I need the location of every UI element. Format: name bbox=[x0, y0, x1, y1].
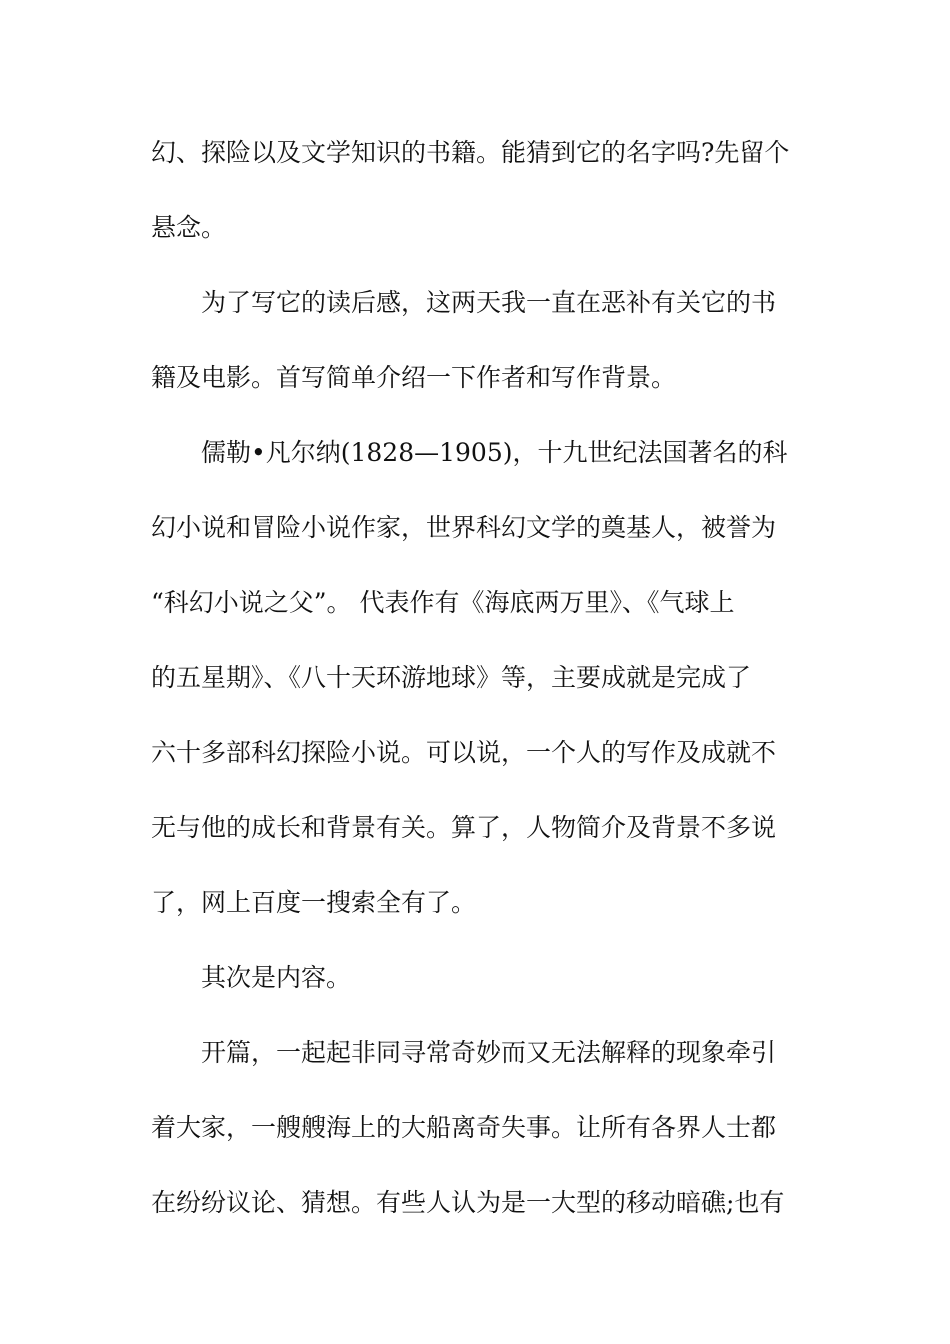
text-line: 幻小说和冒险小说作家，世界科幻文学的奠基人，被誉为 bbox=[151, 513, 777, 542]
text-line: 幻、探险以及文学知识的书籍。能猜到它的名字吗?先留个 bbox=[151, 138, 790, 167]
text-line: “科幻小说之父”。 代表作有《海底两万里》、《气球上 bbox=[151, 588, 735, 617]
text-line: 的五星期》、《八十天环游地球》等，主要成就是完成了 bbox=[151, 663, 752, 692]
paragraph-start-line: 儒勒•凡尔纳(1828—1905)，十九世纪法国著名的科 bbox=[201, 438, 788, 467]
paragraph-start-line: 开篇，一起起非同寻常奇妙而又无法解释的现象牵引 bbox=[201, 1038, 777, 1067]
text-line: 无与他的成长和背景有关。算了，人物简介及背景不多说 bbox=[151, 813, 777, 842]
text-line: 悬念。 bbox=[151, 213, 227, 242]
text-line: 籍及电影。首写简单介绍一下作者和写作背景。 bbox=[151, 363, 677, 392]
text-line: 在纷纷议论、猜想。有些人认为是一大型的移动暗礁;也有 bbox=[151, 1188, 785, 1217]
paragraph-start-line: 其次是内容。 bbox=[201, 963, 352, 992]
document-body bbox=[151, 128, 811, 1253]
paragraph-start-line: 为了写它的读后感，这两天我一直在恶补有关它的书 bbox=[201, 288, 777, 317]
text-line: 六十多部科幻探险小说。可以说，一个人的写作及成就不 bbox=[151, 738, 777, 767]
text-line: 着大家，一艘艘海上的大船离奇失事。让所有各界人士都 bbox=[151, 1113, 777, 1142]
text-line: 了，网上百度一搜索全有了。 bbox=[151, 888, 477, 917]
